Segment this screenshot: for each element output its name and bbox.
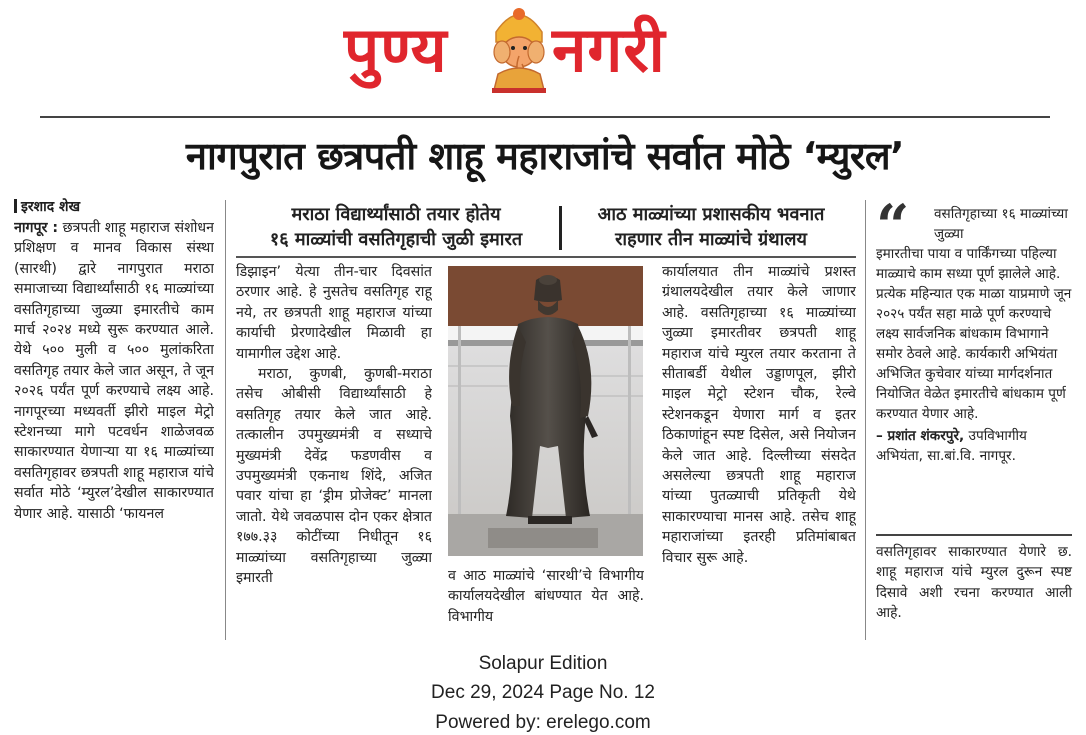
masthead-rule <box>40 116 1050 118</box>
byline-name: इरशाद शेख <box>21 199 81 215</box>
masthead <box>0 0 1086 108</box>
column-divider <box>865 200 866 640</box>
quote-first-line: वसतिगृहाच्या १६ माळ्यांच्या जुळ्या <box>934 206 1068 242</box>
quote-attribution-name: – प्रशांत शंकरपुरे, <box>876 428 965 444</box>
quote-rule <box>876 534 1072 536</box>
column-2-paragraph-2: मराठा, कुणबी, कुणबी-मराठा तसेच ओबीसी विद्यार्थ्यांसाठी हे वसतिगृह तयार केले जात आहे. तत्कालीन उपमुख्यमंत्री व सध्याचे मुख्यमंत्री देवेंद्र फडणवीस व उपमुख्यमंत्री एकनाथ शिंदे, अजित पवार यांचा हा ‘ड्रीम प्रोजेक्ट’ मानला जातो. येथे जवळपास दोन एकर क्षेत्रात १७७.३३ कोटींच्या निधीतून १६ माळ्यांच्या वसतिगृहाच्या जुळ्या इमारती <box>236 366 432 587</box>
byline-marker <box>14 199 17 213</box>
column-2-paragraph-1: डिझाइन’ येत्या तीन-चार दिवसांत ठरणार आहे. हे नुसतेच वसतिगृह राहू नये, तर छत्रपती शाहू महाराज यांच्या कार्याची प्रेरणादेखील मिळावी हा यामागील उद्देश आहे. <box>236 264 432 362</box>
subhead-right-line2: राहणार तीन माळ्यांचे ग्रंथालय <box>615 229 807 250</box>
article-column-2 <box>236 262 432 640</box>
subhead-left <box>236 202 556 252</box>
subhead-rule <box>236 256 856 258</box>
masthead-title-part1: पुण्य <box>344 13 448 86</box>
dateline: नागपूर : <box>14 220 59 236</box>
byline <box>14 197 80 216</box>
column-divider <box>225 200 226 640</box>
footer-powered-by: Powered by: erelego.com <box>435 712 651 733</box>
quote-attribution-title: उपविभागीय अभियंता, सा.बां.वि. नागपूर. <box>876 428 1027 464</box>
pull-quote <box>876 204 1072 466</box>
statue-photo <box>448 266 643 556</box>
ganesha-idol-icon <box>488 2 550 94</box>
statue-photo-illustration <box>448 266 643 556</box>
subhead-right-line1: आठ माळ्यांच्या प्रशासकीय भवनात <box>597 204 825 225</box>
article-column-3: व आठ माळ्यांचे ‘सारथी’चे विभागीय कार्यालयदेखील बांधण्यात येत आहे. विभागीय <box>448 568 644 625</box>
photo-caption: वसतिगृहावर साकारण्यात येणारे छ. शाहू महाराज यांचे म्युरल दुरून स्पष्ट दिसावे अशी रचना करण्यात आली आहे. <box>876 544 1072 622</box>
quote-mark-icon: “ <box>876 192 910 260</box>
subhead-right <box>566 202 856 252</box>
quote-text: इमारतीचा पाया व पार्किंगच्या पहिल्या माळ्याचे काम सध्या पूर्ण झालेले आहे. प्रत्येक महिन्यात एक माळा याप्रमाणे जून २०२५ पर्यंत सहा माळे पूर्ण करण्याचे लक्ष्य सार्वजनिक बांधकाम विभागाने समोर ठेवले आहे. कार्यकारी अभियंता अभिजित कुचेवार यांच्या मार्गदर्शनात नियोजित वेळेत इमारतीचे बांधकाम पूर्ण करण्यात येणार आहे. <box>876 246 1072 422</box>
masthead-title-part2: नगरी <box>552 13 666 86</box>
footer-date-page: Dec 29, 2024 Page No. 12 <box>431 682 655 703</box>
article-column-1 <box>14 218 214 640</box>
subhead-left-line2: १६ माळ्यांची वसतिगृहाची जुळी इमारत <box>269 229 523 250</box>
article-column-4: कार्यालयात तीन माळ्यांचे प्रशस्त ग्रंथालयदेखील तयार केले जाणार आहे. वसतिगृहाच्या १६ माळ्यांच्या जुळ्या इमारतीवर छत्रपती शाहू महाराज यांचे म्युरल तयार करताना ते सीताबर्डी येथील उड्डाणपूल, झीरो माइल मेट्रो स्टेशन चौक, रेल्वे स्टेशनकडून येणारा मार्ग व इतर ठिकाणांहून स्पष्ट दिसेल, असे नियोजन केले जात आहे. दिल्लीच्या संसदेत असलेल्या छत्रपती शाहू महाराज यांच्या पुतळ्याची प्रतिकृती येथे साकारण्याचा मानस आहे. तसेच शाहू महाराजांच्या इतरही प्रतिमांबाबत विचार सुरू आहे. <box>662 264 856 566</box>
article-headline: नागपुरात छत्रपती शाहू महाराजांचे सर्वात मोठे ‘म्युरल’ <box>185 134 905 178</box>
column-1-text: छत्रपती शाहू महाराज संशोधन प्रशिक्षण व मानव विकास संस्था (सारथी) द्वारे नागपुरात मराठा समाजाच्या विद्यार्थ्यांसाठी १६ माळ्यांच्या वसतिगृहाच्या जुळ्या इमारतीचे काम मार्च २०२४ मध्ये सुरू करण्यात आले. येथे ५०० मुली व ५०० मुलांकरिता वसतिगृह तयार केले जात असून, ते जून २०२६ पर्यंत पूर्ण करण्याचे लक्ष्य आहे. नागपूरच्या मध्यवर्ती झीरो माइल मेट्रो स्टेशनच्या मागे पटवर्धन शाळेजवळ साकारण्यात येणाऱ्या या १६ माळ्यांच्या वसतिगृहावर छत्रपती शाहू महाराज यांचे सर्वात मोठे ‘म्युरल’देखील साकारण्यात येणार आहे. यासाठी ‘फायनल <box>14 220 214 522</box>
subhead-divider <box>559 206 562 250</box>
quote-attribution <box>876 426 1072 466</box>
footer-edition: Solapur Edition <box>478 653 608 674</box>
subhead-left-line1: मराठा विद्यार्थ्यांसाठी तयार होतेय <box>291 204 501 225</box>
